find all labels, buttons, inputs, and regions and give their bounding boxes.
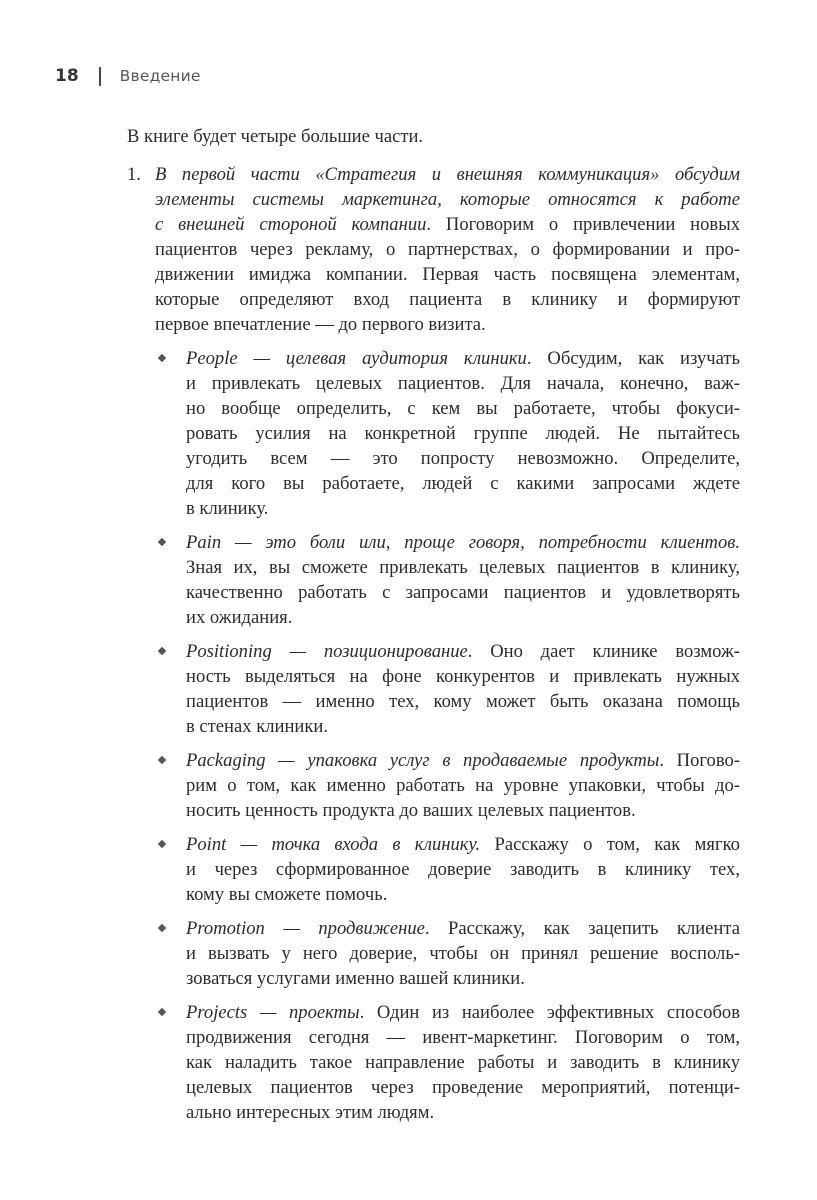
regular-text: ально интересных этим людям. — [186, 1102, 435, 1123]
italic-text: Positioning — позиционирование — [186, 641, 468, 662]
text-line — [186, 882, 740, 907]
text-line — [186, 446, 740, 471]
regular-text: первое впечатление — до первого визита. — [155, 314, 486, 335]
bullet-item — [155, 530, 740, 630]
regular-text: рим о том, как именно работать на уровне упаковки, чтобы до- — [186, 775, 740, 796]
intro-paragraph: В книге будет четыре большие части. — [127, 126, 424, 147]
regular-text: продвижения сегодня — ивент-маркетинг. Поговорим о том, — [186, 1027, 740, 1048]
regular-text: . Расскажу, как зацепить клиента — [424, 918, 740, 939]
regular-text: . Поговорим о привлечении новых — [426, 214, 740, 235]
regular-text: Расскажу о том, как мягко — [480, 834, 740, 855]
regular-text: ровать усилия на конкретной группе людей. Не пытайтесь — [186, 423, 740, 444]
text-line — [186, 639, 740, 664]
text-line — [186, 941, 740, 966]
regular-text: которые определяют вход пациента в клинику и формируют — [155, 289, 740, 310]
italic-text: Promotion — продвижение — [186, 918, 425, 939]
regular-text: ность выделяться на фоне конкурентов и привлекать нужных — [186, 666, 740, 687]
italic-text: элементы системы маркетинга, которые относятся к работе — [155, 189, 740, 210]
regular-text: Зная их, вы сможете привлекать целевых пациентов в клинику, — [186, 557, 740, 578]
diamond-bullet-icon — [158, 924, 166, 932]
text-line — [155, 287, 740, 312]
text-line — [186, 664, 740, 689]
header-divider — [99, 67, 101, 86]
bullet-text — [186, 916, 740, 991]
text-line — [186, 1050, 740, 1075]
italic-text: People — целевая аудитория клиники — [186, 348, 527, 369]
regular-text: . Оно дает клинике возмож- — [467, 641, 740, 662]
text-line — [155, 312, 740, 337]
regular-text: и через сформированное доверие заводить в клинику тех, — [186, 859, 740, 880]
bullet-text — [186, 639, 740, 739]
text-line — [186, 371, 740, 396]
regular-text: пациентов — именно тех, кому может быть оказана помощь — [186, 691, 740, 712]
text-line — [186, 346, 740, 371]
text-line — [186, 421, 740, 446]
bullet-text — [186, 530, 740, 630]
regular-text: носить ценность продукта до ваших целевых пациентов. — [186, 800, 636, 821]
italic-text: Point — точка входа в клинику. — [186, 834, 481, 855]
text-line — [186, 966, 740, 991]
bullet-text — [186, 832, 740, 907]
text-line — [186, 832, 740, 857]
page-number: 18 — [55, 66, 79, 86]
diamond-bullet-icon — [158, 538, 166, 546]
regular-text: пациентов через рекламу, о партнерствах, о формировании и про- — [155, 239, 740, 260]
bullet-item — [155, 639, 740, 739]
regular-text: в клинику. — [186, 498, 269, 519]
italic-text: Packaging — упаковка услуг в продаваемые продукты — [186, 750, 660, 771]
text-line — [186, 798, 740, 823]
bullet-item — [155, 1000, 740, 1125]
text-line — [186, 1000, 740, 1025]
text-line — [155, 237, 740, 262]
italic-text: В первой части «Стратегия и внешняя коммуникация» обсудим — [155, 164, 740, 185]
regular-text: и вызвать у него доверие, чтобы он принял решение восполь- — [186, 943, 740, 964]
parts-list — [127, 162, 740, 1125]
diamond-bullet-icon — [158, 756, 166, 764]
text-line — [155, 212, 740, 237]
chapter-title: Введение — [119, 67, 201, 85]
bullet-list — [155, 346, 740, 1125]
regular-text: . Один из наиболее эффективных способов — [359, 1002, 740, 1023]
bullet-text — [186, 346, 740, 521]
text-line — [186, 496, 740, 521]
regular-text: движении имиджа компании. Первая часть посвящена элементам, — [155, 264, 740, 285]
text-line — [186, 1075, 740, 1100]
bullet-text — [186, 1000, 740, 1125]
running-header — [55, 66, 201, 86]
text-line — [186, 1100, 740, 1125]
italic-text: Projects — проекты — [186, 1002, 360, 1023]
regular-text: качественно работать с запросами пациентов и удовлетворять — [186, 582, 740, 603]
text-line — [186, 1025, 740, 1050]
regular-text: в стенах клиники. — [186, 716, 329, 737]
italic-text: с внешней стороной компании — [155, 214, 427, 235]
text-line — [186, 689, 740, 714]
text-line — [186, 555, 740, 580]
diamond-bullet-icon — [158, 647, 166, 655]
text-line — [155, 162, 740, 187]
bullet-item — [155, 832, 740, 907]
text-line — [186, 714, 740, 739]
regular-text: и привлекать целевых пациентов. Для начала, конечно, важ- — [186, 373, 740, 394]
text-line — [186, 471, 740, 496]
regular-text: для кого вы работаете, людей с какими запросами ждете — [186, 473, 740, 494]
regular-text: . Обсудим, как изучать — [526, 348, 740, 369]
text-line — [186, 773, 740, 798]
bullet-item — [155, 346, 740, 521]
diamond-bullet-icon — [158, 840, 166, 848]
text-line — [186, 916, 740, 941]
text-line — [155, 262, 740, 287]
regular-text: но вообще определить, с кем вы работаете, чтобы фокуси- — [186, 398, 740, 419]
text-line — [186, 748, 740, 773]
text-line — [155, 187, 740, 212]
regular-text: угодить всем — это попросту невозможно. Определите, — [186, 448, 740, 469]
regular-text: . Погово- — [659, 750, 740, 771]
part-1-text — [155, 162, 740, 337]
text-line — [186, 580, 740, 605]
regular-text: как наладить такое направление работы и заводить в клинику — [186, 1052, 740, 1073]
italic-text: Pain — это боли или, проще говоря, потребности клиентов. — [186, 532, 740, 553]
regular-text: их ожидания. — [186, 607, 293, 628]
list-item-part-1 — [127, 162, 740, 1125]
regular-text: целевых пациентов через проведение мероприятий, потенци- — [186, 1077, 740, 1098]
bullet-item — [155, 916, 740, 991]
diamond-bullet-icon — [158, 1008, 166, 1016]
regular-text: зоваться услугами именно вашей клиники. — [186, 968, 525, 989]
list-number: 1. — [127, 164, 141, 185]
bullet-text — [186, 748, 740, 823]
text-line — [186, 396, 740, 421]
text-line — [186, 857, 740, 882]
text-line — [186, 605, 740, 630]
bullet-item — [155, 748, 740, 823]
diamond-bullet-icon — [158, 354, 166, 362]
text-line — [186, 530, 740, 555]
regular-text: кому вы сможете помочь. — [186, 884, 388, 905]
